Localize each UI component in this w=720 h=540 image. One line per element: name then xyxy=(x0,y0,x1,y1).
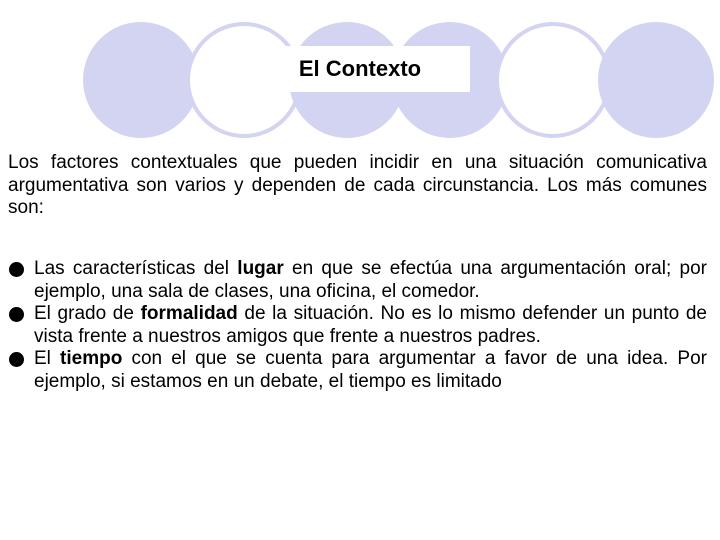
bullet-keyword: formalidad xyxy=(140,303,238,324)
bullet-dot-icon xyxy=(9,352,24,367)
bullet-text: El xyxy=(34,348,61,369)
title-box xyxy=(250,46,470,92)
slide-title: El Contexto xyxy=(298,56,422,81)
bullet-keyword: lugar xyxy=(237,258,284,279)
bullet-dot-icon xyxy=(9,307,24,322)
decor-circle-6 xyxy=(598,22,714,138)
bullet-text: Las características del xyxy=(34,258,238,279)
bullet-list xyxy=(8,258,707,393)
bullet-keyword: tiempo xyxy=(60,348,123,369)
bullet-text: El grado de xyxy=(34,303,141,324)
bullet-dot-icon xyxy=(9,262,24,277)
bullet-text: con el que se cuenta para argumentar a favor de una idea. Por ejemplo, si estamos en un debate, el tiempo es limitado xyxy=(34,348,707,392)
bullet-item-lugar xyxy=(8,258,707,303)
bullet-item-formalidad xyxy=(8,303,707,348)
decor-circle-1 xyxy=(83,22,199,138)
bullet-text: en que se efectúa una argumentación oral; por ejemplo, una sala de clases, una oficina, el comedor. xyxy=(34,258,707,302)
bullet-text: de la situación. No es lo mismo defender un punto de vista frente a nuestros amigos que frente a nuestros padres. xyxy=(34,303,707,347)
intro-paragraph: Los factores contextuales que pueden incidir en una situación comunicativa argumentativa son varios y dependen de cada circunstancia. Los más comunes son: xyxy=(8,152,707,218)
decor-circle-5 xyxy=(495,22,611,138)
bullet-item-tiempo xyxy=(8,348,707,393)
